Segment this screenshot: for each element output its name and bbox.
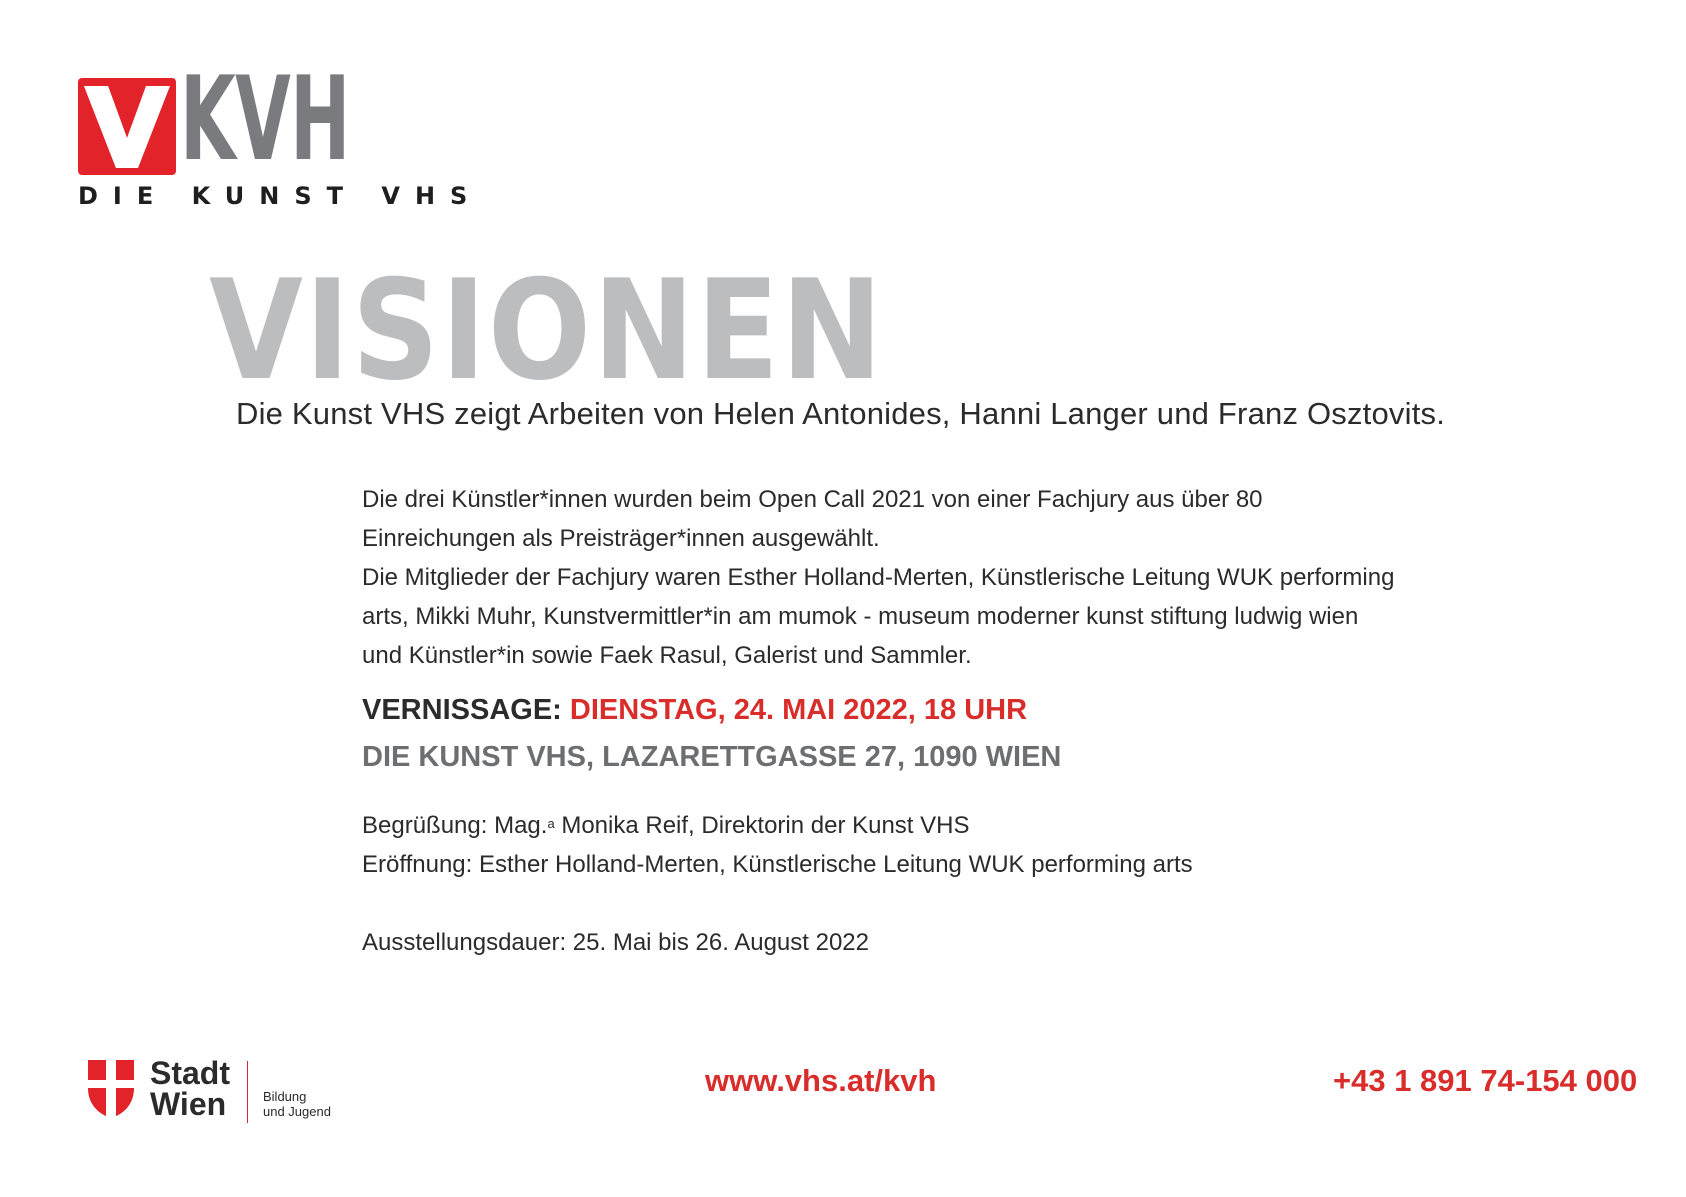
- logo-tagline: DIE KUNST VHS: [78, 182, 483, 210]
- venue-address: DIE KUNST VHS, LAZARETTGASSE 27, 1090 WIEN: [362, 741, 1062, 773]
- logo-v-icon: [78, 78, 176, 175]
- website-link[interactable]: www.vhs.at/kvh: [705, 1063, 937, 1098]
- vernissage-info: [362, 694, 1027, 727]
- wien-label: Wien: [150, 1086, 227, 1122]
- greeting-prefix: Begrüßung: Mag.: [362, 812, 548, 839]
- body-line: Die Mitglieder der Fachjury waren Esther Holland-Merten, Künstlerische Leitung WUK performing: [362, 564, 1395, 591]
- body-line: Die drei Künstler*innen wurden beim Open Call 2021 von einer Fachjury aus über 80: [362, 486, 1263, 513]
- opening-line: Eröffnung: Esther Holland-Merten, Künstlerische Leitung WUK performing arts: [362, 851, 1193, 878]
- body-line: Einreichungen als Preisträger*innen ausgewählt.: [362, 525, 880, 552]
- dept-line: und Jugend: [263, 1104, 331, 1119]
- exhibition-duration: Ausstellungsdauer: 25. Mai bis 26. August 2022: [362, 929, 869, 956]
- vernissage-date: DIENSTAG, 24. MAI 2022, 18 UHR: [569, 694, 1028, 726]
- wien-shield-icon: [86, 1058, 136, 1120]
- kvh-logo: [78, 52, 483, 210]
- logo-letters: KVH: [180, 52, 350, 187]
- greeting-line: [362, 806, 970, 845]
- department-text: [263, 1089, 331, 1119]
- vernissage-label: VERNISSAGE:: [362, 694, 562, 726]
- greeting-rest: Monika Reif, Direktorin der Kunst VHS: [554, 812, 970, 839]
- stadt-wien-text: [150, 1055, 230, 1122]
- divider: [247, 1061, 248, 1123]
- greeting-superscript: a: [547, 816, 555, 831]
- body-line: und Künstler*in sowie Faek Rasul, Galerist und Sammler.: [362, 642, 972, 669]
- page-title: VISIONEN: [209, 250, 885, 411]
- subtitle: Die Kunst VHS zeigt Arbeiten von Helen Antonides, Hanni Langer und Franz Osztovits.: [236, 396, 1446, 431]
- stadt-label: Stadt: [150, 1055, 230, 1091]
- body-line: arts, Mikki Muhr, Kunstvermittler*in am mumok - museum moderner kunst stiftung ludwig wien: [362, 603, 1359, 630]
- kvh-logo-mark: [78, 78, 176, 175]
- dept-line: Bildung: [263, 1089, 307, 1104]
- stadt-wien-logo: [86, 1055, 346, 1126]
- phone-number[interactable]: +43 1 891 74-154 000: [1333, 1063, 1638, 1098]
